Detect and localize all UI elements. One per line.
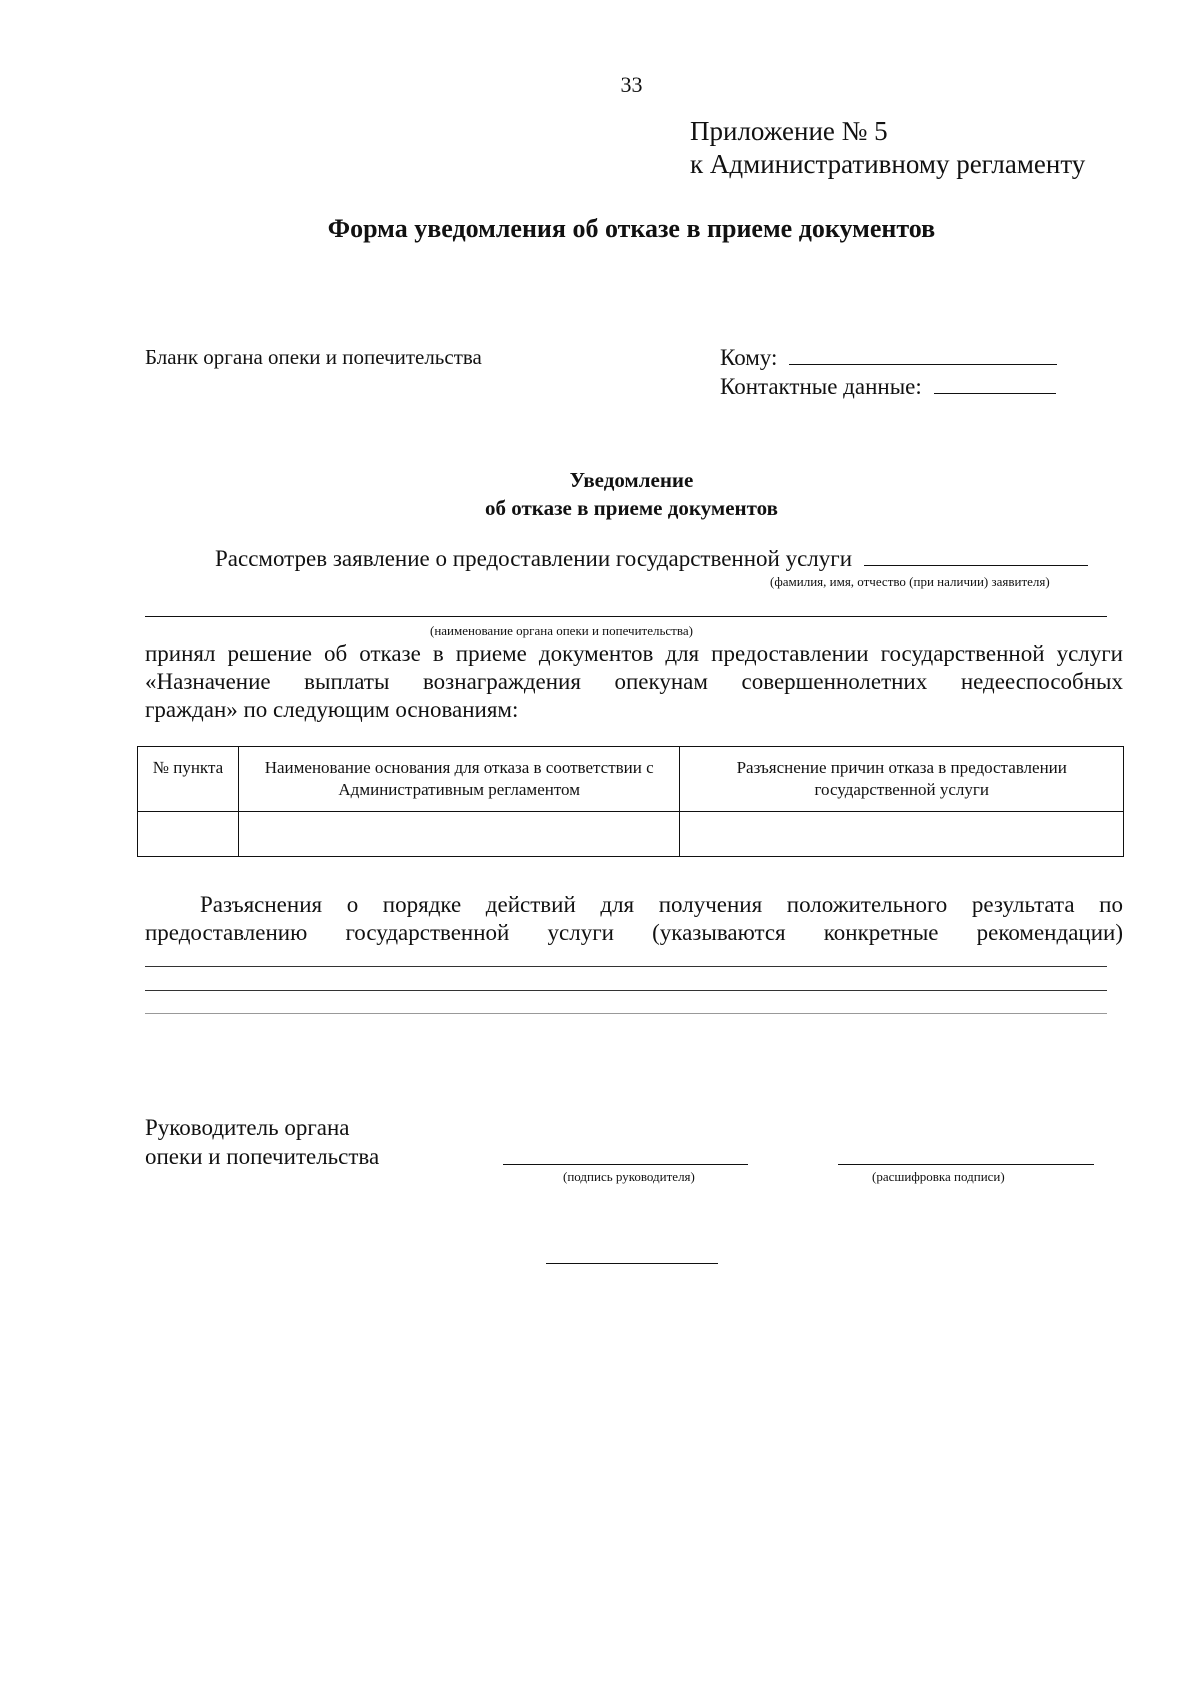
recommendation-line-3[interactable]: [145, 1013, 1107, 1014]
reasons-table: [137, 746, 1124, 857]
explanation-line1: Разъяснения о порядке действий для получения положительного результата по: [200, 892, 1123, 917]
closing-divider: [546, 1263, 718, 1264]
column-header-explanation: Разъяснение причин отказа в предоставлении государственной услуги: [680, 747, 1124, 812]
to-field[interactable]: [789, 363, 1057, 365]
appendix-number: Приложение № 5: [690, 116, 888, 146]
hint-authority: (наименование органа опеки и попечительства): [430, 623, 693, 638]
hint-signature: (подпись руководителя): [563, 1169, 695, 1184]
notice-title-line2: об отказе в приеме документов: [485, 496, 778, 520]
decision-line3: граждан» по следующим основаниям:: [145, 697, 519, 722]
form-title: Форма уведомления об отказе в приеме документов: [327, 214, 936, 243]
to-row: [720, 343, 1057, 372]
table-cell-explanation[interactable]: [680, 812, 1124, 857]
applicant-name-field[interactable]: [864, 564, 1088, 566]
signer-title: [145, 1113, 379, 1171]
paragraph-considered-text: Рассмотрев заявление о предоставлении государственной услуги: [215, 546, 853, 571]
recommendation-line-1[interactable]: [145, 966, 1107, 967]
column-header-grounds: Наименование основания для отказа в соответствии с Административным регламентом: [238, 747, 680, 812]
contact-label: Контактные данные:: [720, 374, 922, 399]
signature-field[interactable]: [503, 1164, 748, 1165]
decision-line2: «Назначение выплаты вознаграждения опекунам совершеннолетних недееспособных: [145, 669, 1123, 694]
appendix-header: [690, 115, 1085, 181]
blank-label: Бланк органа опеки и попечительства: [145, 345, 482, 369]
table-cell-grounds[interactable]: [238, 812, 680, 857]
signature-decoding-field[interactable]: [838, 1164, 1094, 1165]
table-header-row: [138, 747, 1124, 812]
column-header-number: № пункта: [138, 747, 239, 812]
appendix-reference: к Административному регламенту: [690, 149, 1086, 179]
signer-line2: опеки и попечительства: [145, 1144, 380, 1169]
contact-row: [720, 372, 1057, 401]
contact-field[interactable]: [934, 392, 1056, 394]
notice-title-line1: Уведомление: [569, 468, 694, 492]
notice-title: [0, 466, 1200, 522]
addressee-block: [720, 343, 1057, 401]
authority-name-field[interactable]: [145, 616, 1107, 617]
explanation-line2: предоставлению государственной услуги (указываются конкретные рекомендации): [145, 920, 1123, 945]
hint-decoding: (расшифровка подписи): [872, 1169, 1005, 1184]
to-label: Кому:: [720, 345, 778, 370]
hint-applicant: (фамилия, имя, отчество (при наличии) заявителя): [770, 574, 1050, 589]
table-cell-number[interactable]: [138, 812, 239, 857]
table-row: [138, 812, 1124, 857]
paragraph-considered: [215, 546, 1088, 572]
recommendation-line-2[interactable]: [145, 990, 1107, 991]
page-number: 33: [620, 72, 643, 97]
signer-line1: Руководитель органа: [145, 1115, 350, 1140]
decision-line1: принял решение об отказе в приеме документов для предоставлении государственной услуги: [145, 641, 1123, 666]
